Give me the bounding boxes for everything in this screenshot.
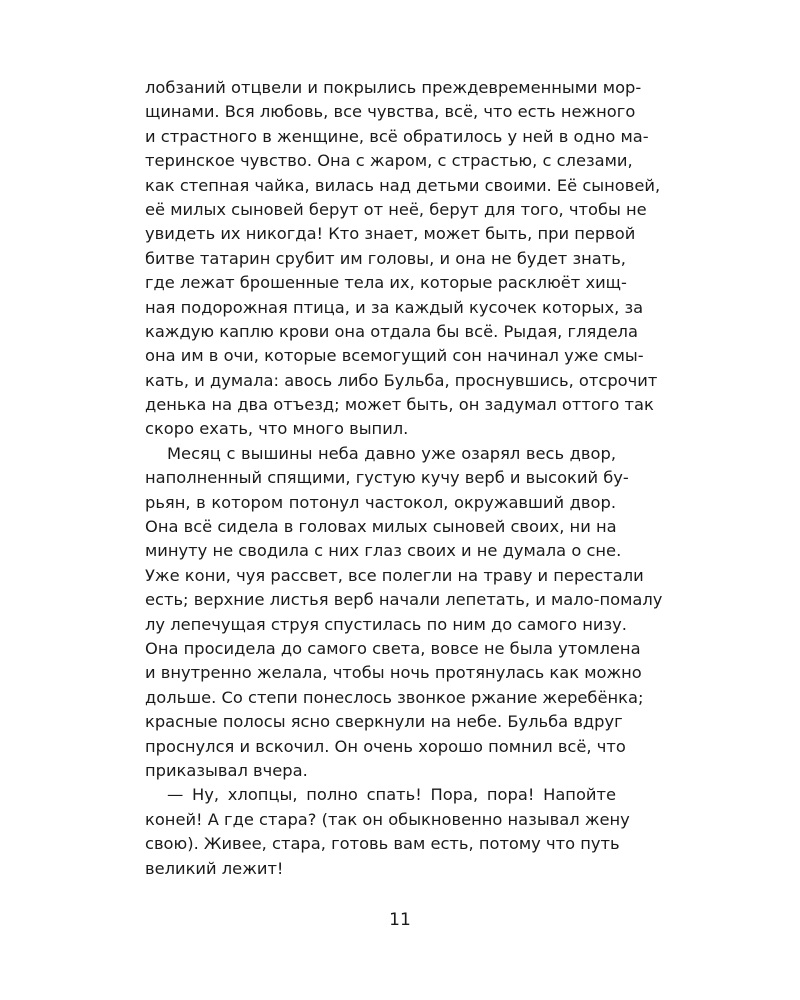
- page-number: 11: [389, 910, 411, 930]
- text-line: денька на два отъезд; может быть, он задумал оттого так: [145, 395, 654, 415]
- paragraph-1: [145, 76, 661, 442]
- text-line: рьян, в котором потонул частокол, окружавший двор.: [145, 492, 616, 512]
- text-line: кать, и думала: авось либо Бульба, проснувшись, отсрочит: [145, 370, 658, 390]
- paragraph-2: [145, 442, 663, 783]
- text-line: проснулся и вскочил. Он очень хорошо помнил всё, что: [145, 736, 626, 756]
- text-line: великий лежит!: [145, 858, 284, 878]
- text-line: лобзаний отцвели и покрылись преждевременными мор-: [145, 78, 642, 97]
- text-line: приказывал вчера.: [145, 760, 308, 780]
- text-line: скоро ехать, что много выпил.: [145, 419, 409, 439]
- text-line: Уже кони, чуя рассвет, все полегли на траву и перестали: [145, 565, 644, 585]
- text-line: Она просидела до самого света, вовсе не была утомлена: [145, 638, 641, 658]
- text-line: красные полосы ясно сверкнули на небе. Бульба вдруг: [145, 712, 623, 732]
- text-line: битве татарин срубит им головы, и она не будет знать,: [145, 248, 626, 268]
- text-line: как степная чайка, вилась над детьми своими. Её сыновей,: [145, 175, 661, 195]
- text-line: ная подорожная птица, и за каждый кусочек которых, за: [145, 297, 644, 317]
- paragraph-3-dialogue: [145, 783, 630, 881]
- text-line: щинами. Вся любовь, все чувства, всё, что есть нежного: [145, 102, 636, 122]
- text-line: минуту не сводила с них глаз своих и не думала о сне.: [145, 541, 622, 561]
- page-text: [145, 76, 663, 881]
- text-line: и страстного в женщине, всё обратилось у ней в одно ма-: [145, 126, 649, 146]
- text-line: теринское чувство. Она с жаром, с страстью, с слезами,: [145, 151, 633, 171]
- text-line: дольше. Со степи понеслось звонкое ржание жеребёнка;: [145, 687, 644, 707]
- text-line: и внутренно желала, чтобы ночь протянулась как можно: [145, 663, 642, 683]
- text-line: она им в очи, которые всемогущий сон начинал уже смы-: [145, 346, 644, 366]
- text-line: где лежат брошенные тела их, которые расклюёт хищ-: [145, 273, 627, 293]
- text-line: наполненный спящими, густую кучу верб и высокий бу-: [145, 468, 629, 488]
- text-line: Месяц с вышины неба давно уже озарял весь двор,: [167, 443, 616, 463]
- text-line: её милых сыновей берут от неё, берут для того, чтобы не: [145, 199, 647, 219]
- text-line: лу лепечущая струя спустилась по ним до самого низу.: [145, 614, 627, 634]
- text-line: каждую каплю крови она отдала бы всё. Рыдая, глядела: [145, 321, 638, 341]
- text-line: — Ну, хлопцы, полно спать! Пора, пора! Напойте: [167, 785, 616, 805]
- text-line: коней! А где стара? (так он обыкновенно называл жену: [145, 809, 630, 829]
- text-line: Она всё сидела в головах милых сыновей своих, ни на: [145, 517, 617, 537]
- text-line: есть; верхние листья верб начали лепетать, и мало-помалу: [145, 590, 663, 610]
- text-line: увидеть их никогда! Кто знает, может быть, при первой: [145, 224, 636, 244]
- text-line: свою). Живее, стара, готовь вам есть, потому что путь: [145, 834, 620, 854]
